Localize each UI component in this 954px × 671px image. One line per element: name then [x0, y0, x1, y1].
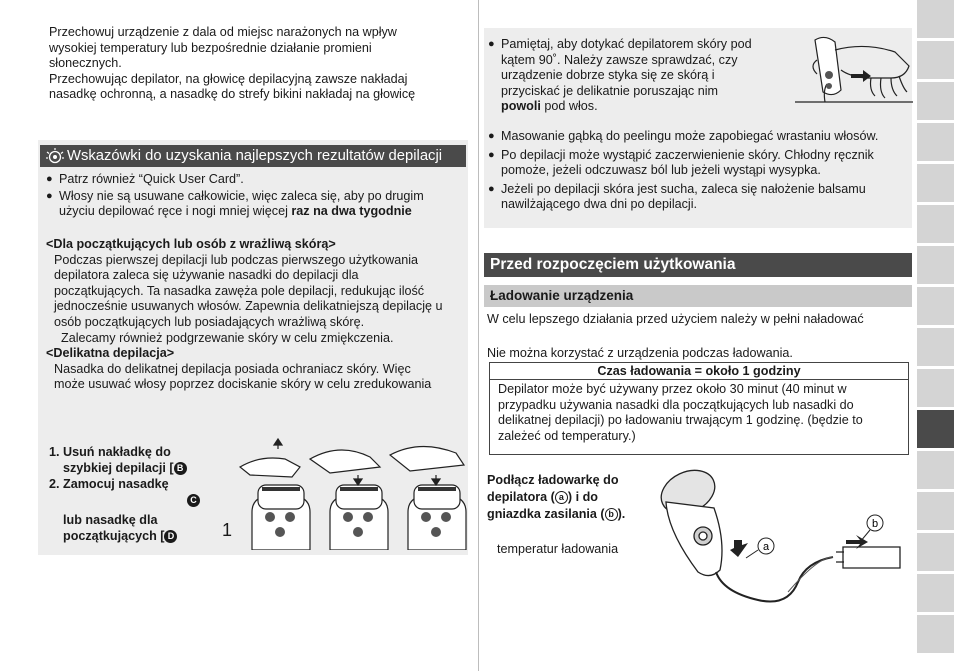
lightbulb-icon: [45, 147, 65, 165]
intro-line: nasadkę ochronną, a nasadkę do strefy bikini nakładaj na głowicę: [49, 87, 416, 102]
section-tab[interactable]: [917, 492, 954, 530]
column-divider: [478, 0, 479, 671]
beginners-section: [46, 237, 470, 393]
section-tab[interactable]: [917, 451, 954, 489]
section-title: Przed rozpoczęciem użytkowania: [490, 256, 736, 273]
charging-illustration: [648, 462, 913, 610]
body-line: depilatora zaleca się używanie nasadki do depilacji dla: [54, 268, 359, 283]
body-line: przyciskać je delikatnie poruszając nim: [501, 83, 718, 98]
charging-time-box: [489, 362, 909, 455]
badge-b: B: [174, 462, 187, 475]
beginners-body: [46, 253, 470, 347]
section-tab-active[interactable]: [917, 410, 954, 448]
badge-c: C: [187, 494, 200, 507]
section-tab[interactable]: [917, 328, 954, 366]
charge-line: W celu lepszego działania przed użyciem należy w pełni naładować: [487, 312, 864, 326]
body-line: urządzenie dobrze styka się ze skórą i: [501, 68, 715, 83]
section-tab[interactable]: [917, 205, 954, 243]
step-text: szybkiej depilacji [: [63, 461, 174, 475]
body-line: pomoże, jeżeli odczuwasz ból lub jeżeli wystąpi wysypka.: [501, 163, 821, 178]
angle-emphasis: powoli: [501, 99, 541, 114]
section-tab[interactable]: [917, 246, 954, 284]
section-tab[interactable]: [917, 164, 954, 202]
step-1-line: 1. Usuń nakładkę do: [49, 445, 171, 459]
tip-bullet: ● Masowanie gąbką do peelingu może zapobiegać wrastaniu włosów.: [488, 129, 913, 145]
section-tab[interactable]: [917, 369, 954, 407]
body-line: Podczas pierwszej depilacji lub podczas pierwszego użytkowania: [54, 252, 419, 267]
label-b: b: [605, 508, 618, 521]
step-2-line: 2. Zamocuj nasadkę: [49, 477, 169, 491]
figure-number: 1: [222, 520, 233, 540]
tips-header: Wskazówki do uzyskania najlepszych rezultatów depilacji: [67, 148, 443, 164]
body-line: [501, 99, 788, 115]
tips-header-bar: [40, 145, 466, 167]
attachment-steps: [49, 444, 224, 544]
body-line: Nasadka do delikatnej depilacja posiada ochraniacz skóry. Więc: [54, 361, 411, 376]
tip-bullet: [488, 148, 913, 179]
no-use-line: Nie można korzystać z urządzenia podczas ładowania.: [487, 346, 793, 360]
tip-bullet: [488, 182, 913, 213]
section-tab[interactable]: [917, 533, 954, 571]
section-tab[interactable]: [917, 123, 954, 161]
section-tabs: [917, 0, 954, 656]
body-line: ● Po depilacji może wystąpić zaczerwienienie skóry. Chłodny ręcznik: [501, 147, 874, 162]
body-line: ● Jeżeli po depilacji skóra jest sucha, zaleca się nałożenie balsamu: [501, 181, 866, 196]
charging-time-body: [490, 380, 908, 444]
angle-tip: [488, 37, 788, 115]
storage-notes: [49, 25, 469, 103]
section-tab[interactable]: [917, 41, 954, 79]
body-line: początkujących. Ta nasadka zawęża pole depilacji, redukując ilość: [54, 283, 425, 298]
angle-bullet: [488, 37, 788, 115]
section-tab[interactable]: [917, 82, 954, 120]
connect-text: depilatora (: [487, 490, 555, 504]
step-2-line: lub nasadkę dla: [63, 513, 158, 527]
section-tab[interactable]: [917, 287, 954, 325]
body-line: może usuwać włosy poprzez dociskanie skóry w celu zredukowania: [54, 377, 432, 392]
tip-bullet-line: ● Włosy nie są usuwane całkowicie, więc zaleca się, aby po drugim: [59, 188, 424, 203]
body-line: zależeć od temperatury.): [498, 428, 636, 443]
gentle-body: [46, 362, 470, 393]
tip-emphasis: raz na dwa tygodnie: [291, 204, 412, 219]
body-line: osób początkujących lub posiadających wrażliwą skórę.: [54, 314, 365, 329]
body-text: pod włos.: [540, 99, 598, 114]
tip-bullet: ● Patrz również “Quick User Card”.: [46, 172, 466, 188]
label-a: a: [555, 491, 568, 504]
charging-time-title: Czas ładowania = około 1 godziny: [490, 363, 908, 380]
section-tab[interactable]: [917, 615, 954, 653]
illustration-label-a: a: [762, 541, 770, 553]
section-header: [484, 253, 912, 277]
illustration-label-b: b: [871, 518, 879, 530]
intro-line: Przechowując depilator, na głowicę depilacyjną zawsze nakładaj: [49, 71, 408, 86]
tip-bullet: [46, 189, 466, 220]
body-line: nawilżającego dwa dni po depilacji.: [501, 197, 698, 212]
intro-line: Przechowuj urządzenie z dala od miejsc narażonych na wpływ: [49, 25, 397, 39]
badge-row: [49, 492, 224, 510]
tip-text: użyciu depilować ręce i nogi mniej więcej: [59, 204, 292, 219]
skin-care-bullets: [488, 129, 913, 213]
connect-text: ) i do: [567, 490, 598, 504]
connect-line: Podłącz ładowarkę do: [487, 473, 619, 487]
connect-text: ).: [617, 507, 626, 521]
tips-bullets: [46, 172, 466, 220]
step-2-line: [49, 528, 224, 544]
connect-line: [487, 506, 657, 523]
badge-d: D: [164, 530, 177, 543]
subsection-header: [484, 285, 912, 307]
connect-text: gniazdka zasilania (: [487, 507, 605, 521]
section-tab[interactable]: [917, 574, 954, 612]
body-line: kątem 90˚. Należy zawsze sprawdzać, czy: [501, 52, 738, 67]
temperature-line: temperatur ładowania: [497, 542, 619, 556]
step-1-line: [49, 460, 224, 476]
connect-instructions: [487, 472, 657, 523]
body-line: Zalecamy również podgrzewanie skóry w celu zmiękczenia.: [54, 330, 394, 345]
depilator-angle-illustration: [795, 30, 913, 110]
section-tab[interactable]: [917, 0, 954, 38]
intro-line: słonecznych.: [49, 56, 122, 71]
body-line: delikatnej depilacji) po ładowaniu trwającym 1 godzinę. (będzie to: [498, 413, 863, 428]
beginners-heading: <Dla początkujących lub osób z wrażliwą skórą>: [46, 237, 336, 251]
body-line: przypadku używania nasadki dla początkujących lub nasadki do: [498, 397, 854, 412]
body-line: jednocześnie usuwanych włosów. Zapewnia delikatniejszą depilację u: [54, 299, 443, 314]
attachment-illustration: [230, 437, 468, 550]
intro-line: wysokiej temperatury lub bezpośrednie działanie promieni: [49, 40, 372, 55]
step-text: początkujących [: [63, 529, 165, 543]
body-line: ● Pamiętaj, aby dotykać depilatorem skóry pod: [501, 37, 752, 51]
connect-line: [487, 489, 657, 506]
gentle-heading: <Delikatna depilacja>: [46, 346, 175, 361]
subsection-title: Ładowanie urządzenia: [490, 288, 634, 303]
body-line: Depilator może być używany przez około 30 minut (40 minut w: [498, 382, 847, 396]
tip-bullet-line: [59, 204, 466, 220]
